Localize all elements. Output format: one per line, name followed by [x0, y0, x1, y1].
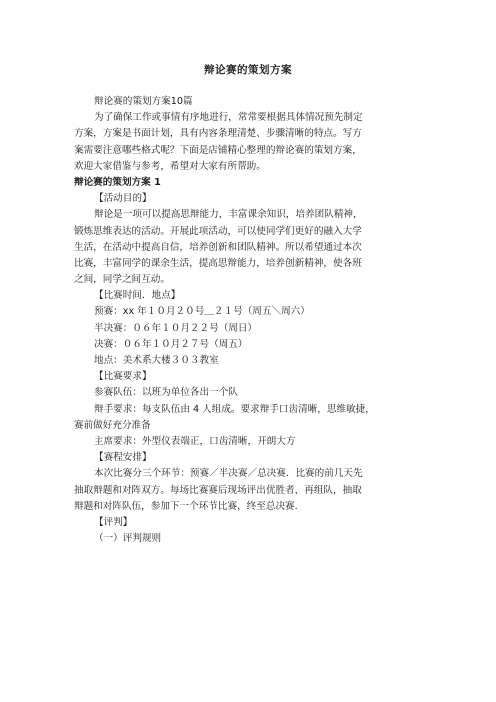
text-line: 【活动目的】: [94, 193, 152, 205]
text-line: 辩论赛的策划方案10篇: [94, 96, 193, 107]
text-line: 生活，在活动中提高自信，培养创新和团队精神。所以希望通过本次: [74, 241, 362, 253]
text-line: 本次比赛分三个环节：预赛／半决赛／总决赛．比赛的前几天先: [94, 468, 363, 480]
text-line: 辩论是一项可以提高思辩能力，丰富课余知识，培养团队精神，: [94, 209, 363, 221]
text-line: 案需要注意哪些格式呢？下面是店铺精心整理的辩论赛的策划方案，: [74, 144, 362, 156]
text-line: 参赛队伍：以班为单位各出一个队: [94, 387, 238, 399]
text-line: 锻炼思维表达的活动。开展此项活动，可以使同学们更好的融入大学: [74, 225, 362, 237]
text-line: 比赛，丰富同学的课余生活，提高思辩能力，培养创新精神，使各班: [74, 257, 362, 269]
text-line: 地点：美术系大楼３０３教室: [94, 355, 219, 366]
text-line: 【评判】: [94, 516, 133, 528]
text-line: 【赛程安排】: [94, 452, 152, 464]
text-line: 【比赛时间．地点】: [94, 290, 181, 302]
text-line: 辩题和对阵队伍，参加下一个环节比赛，终至总决赛．: [74, 500, 305, 512]
text-line: 决赛：０６年１０月２７号（周五）: [94, 338, 248, 350]
text-line: 之间，同学之间互动。: [74, 274, 170, 286]
text-line: 辩手要求：每支队伍由 4 人组成。要求辩手口齿清晰，思维敏捷，: [94, 403, 375, 415]
text-line: 半决赛：０６年１０月２２号（周日）: [94, 322, 258, 334]
text-line: 欢迎大家借鉴与参考，希望对大家有所帮助。: [74, 160, 266, 172]
text-line: 预赛：xx 年１０月２０号＿２１号（周五＼周六）: [94, 306, 310, 318]
text-line: 【比赛要求】: [94, 371, 152, 383]
text-line: 主席要求：外型仪表端正，口齿清晰，开朗大方: [94, 435, 296, 447]
text-line: 抽取辩题和对阵双方。每场比赛赛后现场评出优胜者，再组队，抽取: [74, 484, 362, 496]
section-heading: 辩论赛的策划方案 1: [74, 176, 161, 188]
text-line: 赛前做好充分准备: [74, 419, 151, 431]
text-line: 为了确保工作或事情有序地进行，常常要根据具体情况预先制定: [94, 112, 363, 124]
text-line: 方案，方案是书面计划，具有内容条理清楚、步骤清晰的特点。写方: [74, 128, 362, 140]
document-title: 辩论赛的策划方案: [204, 64, 292, 76]
document-body: [74, 94, 426, 547]
text-line: （一）评判规则: [94, 533, 162, 545]
